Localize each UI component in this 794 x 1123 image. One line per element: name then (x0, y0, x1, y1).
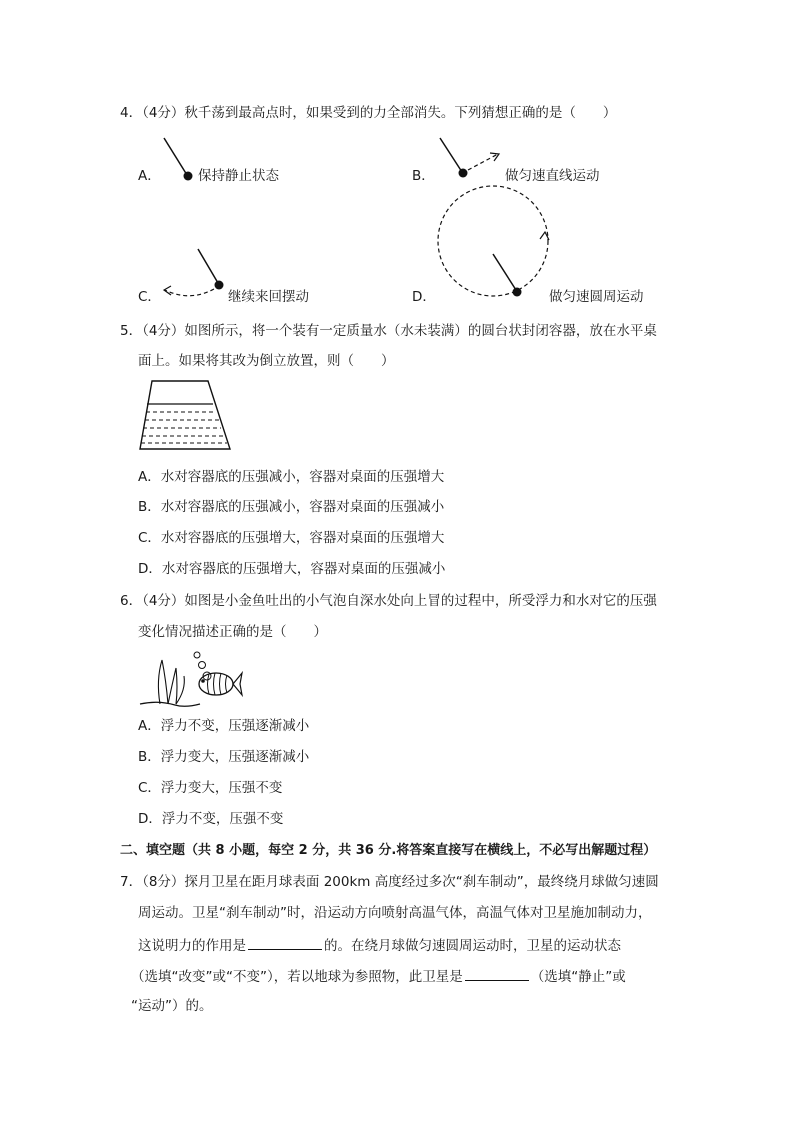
q7-line1: 7．（8分）探月卫星在距月球表面 200km 高度经过多次“刹车制动”，最终绕月球做匀速圆 (120, 874, 659, 890)
q5-stem-line1: 5．（4分）如图所示，将一个装有一定质量水（水未装满）的圆台状封闭容器，放在水平桌 (120, 323, 657, 339)
q4-option-c-letter: C． (138, 289, 161, 305)
q4-option-d-letter: D． (412, 289, 436, 305)
q4-option-c-text: 继续来回摆动 (228, 289, 309, 305)
q5-option-b: B．水对容器底的压强减小，容器对桌面的压强减小 (138, 499, 445, 515)
q7-line4-part2: （选填“静止”或 (530, 969, 626, 985)
q4-option-a-text: 保持静止状态 (198, 168, 279, 184)
q4-stem: 4．（4分）秋千荡到最高点时，如果受到的力全部消失。下列猜想正确的是（ ） (120, 105, 617, 121)
q4-option-b-letter: B． (412, 168, 435, 184)
q7-blank-2[interactable] (465, 966, 529, 981)
q4-option-b-text: 做匀速直线运动 (505, 168, 600, 184)
q6-option-b: B．浮力变大，压强逐渐减小 (138, 749, 310, 765)
q5-option-c: C．水对容器底的压强增大，容器对桌面的压强增大 (138, 530, 445, 546)
q7-line3-part2: 的。在绕月球做匀速圆周运动时，卫星的运动状态 (324, 938, 621, 954)
q6-stem-line2: 变化情况描述正确的是（ ） (138, 624, 327, 640)
q7-line2: 周运动。卫星“刹车制动”时，沿运动方向喷射高温气体，高温气体对卫星施加制动力， (138, 905, 652, 921)
q6-option-c: C．浮力变大，压强不变 (138, 780, 283, 796)
q4-option-a-letter: A． (138, 168, 161, 184)
q6-option-d: D．浮力不变，压强不变 (138, 811, 284, 827)
q5-stem-line2: 面上。如果将其改为倒立放置，则（ ） (138, 353, 395, 369)
section2-heading: 二、填空题（共 8 小题，每空 2 分，共 36 分.将答案直接写在横线上，不必写出解题过程） (120, 843, 657, 858)
q7-line3 (138, 935, 621, 955)
q7-blank-1[interactable] (248, 935, 322, 950)
q4-option-d-text: 做匀速圆周运动 (549, 289, 644, 305)
q7-line5: “运动”）的。 (131, 998, 213, 1014)
q7-line3-part1: 这说明力的作用是 (138, 938, 246, 954)
q7-line4 (131, 966, 626, 986)
q7-line4-part1: （选填“改变”或“不变”），若以地球为参照物，此卫星是 (131, 969, 463, 985)
q5-option-a: A．水对容器底的压强减小，容器对桌面的压强增大 (138, 469, 445, 485)
q5-option-d: D．水对容器底的压强增大，容器对桌面的压强减小 (138, 561, 446, 577)
q6-option-a: A．浮力不变，压强逐渐减小 (138, 718, 310, 734)
q6-stem-line1: 6．（4分）如图是小金鱼吐出的小气泡自深水处向上冒的过程中，所受浮力和水对它的压强 (120, 593, 657, 609)
